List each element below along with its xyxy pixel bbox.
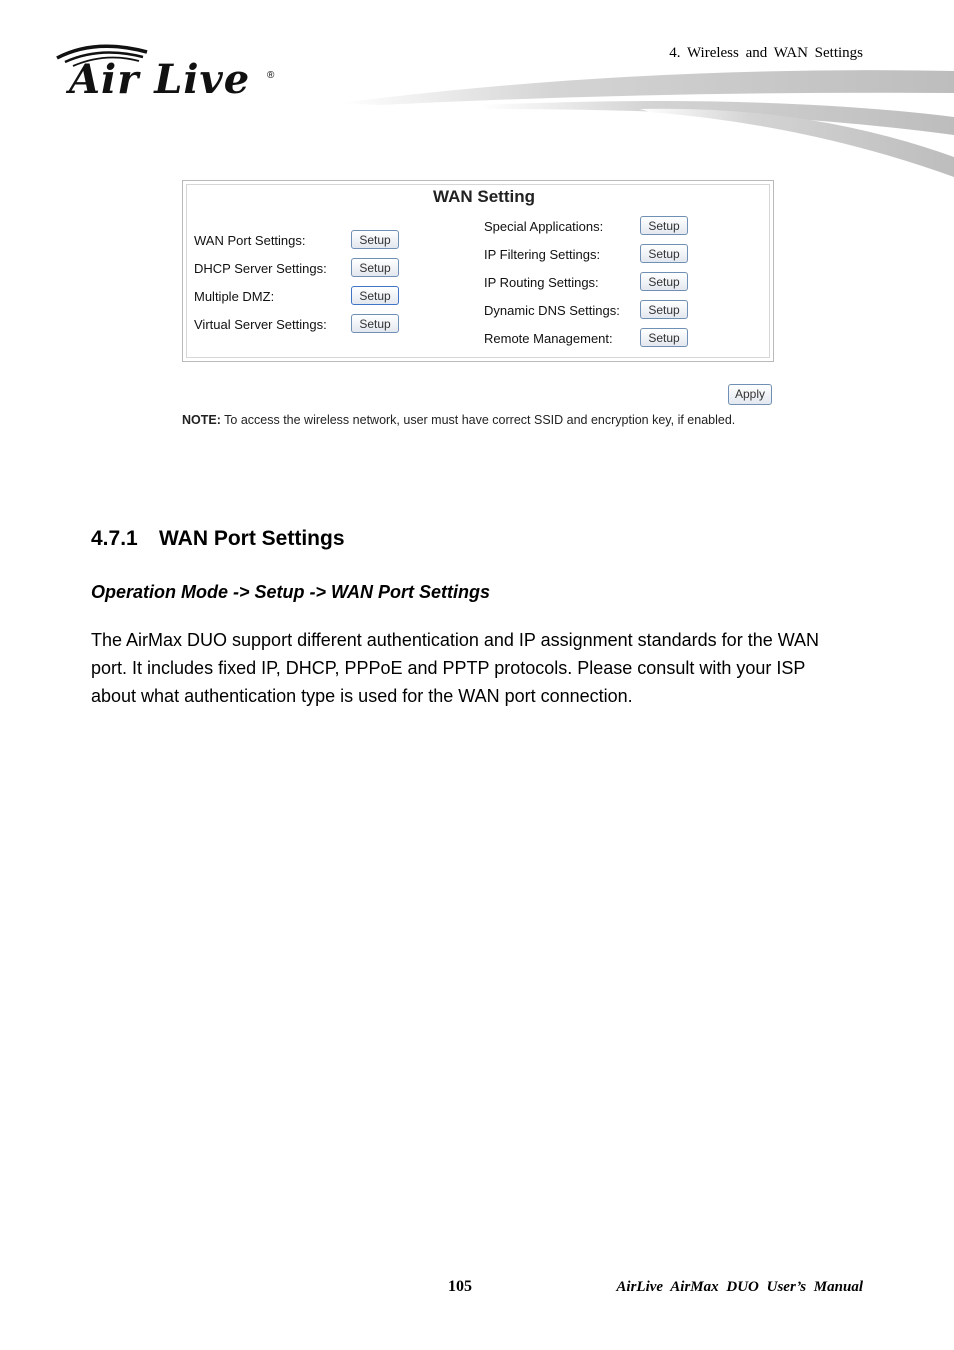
ip-filtering-settings-label: IP Filtering Settings:	[484, 247, 601, 262]
apply-button[interactable]: Apply	[728, 384, 772, 405]
wan-setting-panel	[182, 180, 774, 362]
section-title: WAN Port Settings	[159, 527, 345, 550]
row-dhcp-server-settings	[194, 258, 404, 280]
virtual-server-settings-setup-button[interactable]: Setup	[351, 314, 399, 333]
special-applications-label: Special Applications:	[484, 219, 604, 234]
page-number: 105	[448, 1278, 472, 1295]
row-dynamic-dns-settings	[484, 300, 694, 322]
section-number: 4.7.1	[91, 527, 138, 550]
remote-management-label: Remote Management:	[484, 331, 613, 346]
row-ip-filtering-settings	[484, 244, 694, 266]
chapter-header: 4. Wireless and WAN Settings	[669, 45, 863, 61]
remote-management-setup-button[interactable]: Setup	[640, 328, 688, 347]
special-applications-setup-button[interactable]: Setup	[640, 216, 688, 235]
ip-filtering-settings-setup-button[interactable]: Setup	[640, 244, 688, 263]
wan-port-settings-label: WAN Port Settings:	[194, 233, 306, 248]
dhcp-server-settings-setup-button[interactable]: Setup	[351, 258, 399, 277]
row-multiple-dmz	[194, 286, 404, 308]
dhcp-server-settings-label: DHCP Server Settings:	[194, 261, 327, 276]
section-body-text: The AirMax DUO support different authentication and IP assignment standards for the WAN port. It includes fixed IP, DHCP, PPPoE and PPTP protocols. Please consult with your ISP about what authentication type is used for the WAN port connection.	[91, 630, 820, 706]
ip-routing-settings-setup-button[interactable]: Setup	[640, 272, 688, 291]
wan-setting-screenshot	[182, 180, 774, 440]
note-text	[182, 413, 735, 427]
logo-wordmark: Air Live	[69, 56, 251, 103]
virtual-server-settings-label: Virtual Server Settings:	[194, 317, 327, 332]
row-virtual-server-settings	[194, 314, 404, 336]
note-prefix: NOTE:	[182, 413, 221, 427]
header-swoosh-decoration	[340, 65, 954, 185]
ip-routing-settings-label: IP Routing Settings:	[484, 275, 599, 290]
multiple-dmz-setup-button[interactable]: Setup	[351, 286, 399, 305]
menu-path: Operation Mode -> Setup -> WAN Port Settings	[91, 582, 491, 602]
dynamic-dns-settings-label: Dynamic DNS Settings:	[484, 303, 620, 318]
note-body: To access the wireless network, user must have correct SSID and encryption key, if enabled.	[220, 413, 736, 427]
dynamic-dns-settings-setup-button[interactable]: Setup	[640, 300, 688, 319]
wan-port-settings-setup-button[interactable]: Setup	[351, 230, 399, 249]
row-ip-routing-settings	[484, 272, 694, 294]
section-heading	[91, 527, 345, 551]
registered-mark: ®	[267, 70, 275, 81]
multiple-dmz-label: Multiple DMZ:	[194, 289, 275, 304]
manual-title: AirLive AirMax DUO User’s Manual	[616, 1279, 863, 1295]
airlive-logo	[55, 40, 285, 110]
row-special-applications	[484, 216, 694, 238]
row-remote-management	[484, 328, 694, 350]
panel-title: WAN Setting	[433, 187, 535, 206]
row-wan-port-settings	[194, 230, 404, 252]
